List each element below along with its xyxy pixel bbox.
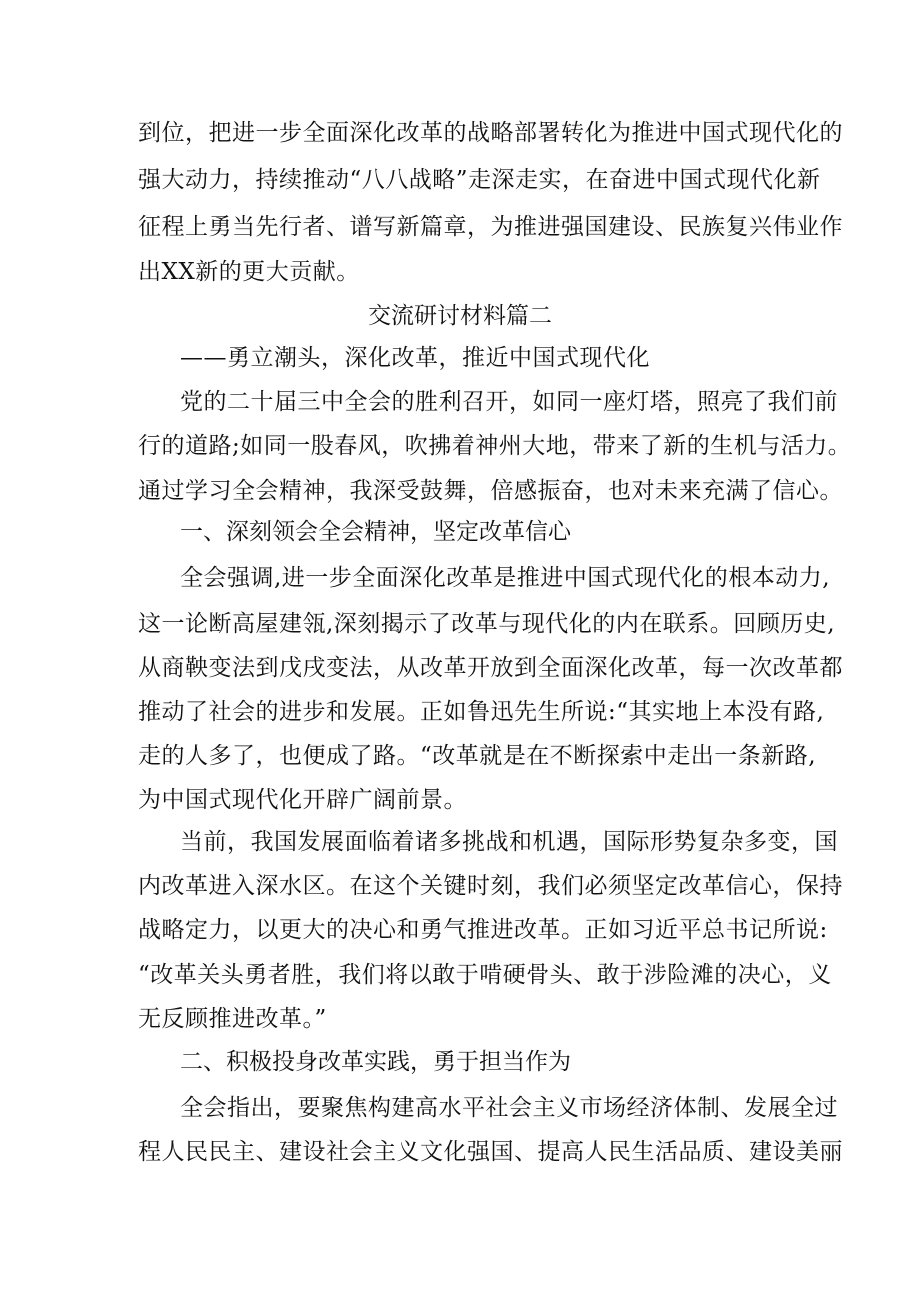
para3-line-4: “改革关头勇者胜，我们将以敢于啃硬骨头、敢于涉险滩的决心，义 [138, 962, 832, 988]
intro-line-3: 征程上勇当先行者、谱写新篇章，为推进强国建设、民族复兴伟业作 [138, 214, 843, 240]
document-title: 交流研讨材料篇二 [368, 303, 552, 329]
para2-line-2: 这一论断高屋建瓴,深刻揭示了改革与现代化的内在联系。回顾历史, [138, 611, 836, 637]
para3-line-3: 战略定力，以更大的决心和勇气推进改革。正如习近平总书记所说: [138, 917, 828, 943]
para3-line-2: 内改革进入深水区。在这个关键时刻，我们必须坚定改革信心，保持 [138, 873, 843, 899]
para2-line-5: 走的人多了，也便成了路。“改革就是在不断探索中走出一条新路, [138, 743, 817, 769]
para1-line-3: 通过学习全会精神，我深受鼓舞，倍感振奋，也对未来充满了信心。 [138, 478, 843, 504]
document-subtitle: ——勇立潮头，深化改革，推近中国式现代化 [180, 345, 650, 371]
para4-line-1: 全会指出，要聚焦构建高水平社会主义市场经济体制、发展全过 [180, 1095, 838, 1121]
para3-line-5: 无反顾推进改革。” [138, 1006, 327, 1032]
intro-line-4: 出XX新的更大贡献。 [138, 259, 360, 285]
para3-line-1: 当前，我国发展面临着诸多挑战和机遇，国际形势复杂多变，国 [180, 829, 838, 855]
section-1-heading: 一、深刻领会全会精神，坚定改革信心 [180, 519, 571, 545]
para4-line-2: 程人民民主、建设社会主义文化强国、提高人民生活品质、建设美丽 [138, 1139, 843, 1165]
para1-line-1: 党的二十届三中全会的胜利召开，如同一座灯塔，照亮了我们前 [180, 389, 838, 415]
intro-line-1: 到位，把进一步全面深化改革的战略部署转化为推进中国式现代化的 [138, 120, 843, 146]
para2-line-6: 为中国式现代化开辟广阔前景。 [138, 787, 467, 813]
para2-line-3: 从商鞅变法到戊戌变法，从改革开放到全面深化改革，每一次改革都 [138, 655, 843, 681]
section-2-heading: 二、积极投身改革实践，勇于担当作为 [180, 1049, 571, 1075]
para2-line-1: 全会强调,进一步全面深化改革是推进中国式现代化的根本动力, [180, 565, 831, 591]
para2-line-4: 推动了社会的进步和发展。正如鲁迅先生所说:“其实地上本没有路, [138, 699, 825, 725]
intro-line-2: 强大动力，持续推动“八八战略”走深走实，在奋进中国式现代化新 [138, 167, 821, 193]
para1-line-2: 行的道路;如同一股春风，吹拂着神州大地，带来了新的生机与活力。 [138, 433, 852, 459]
